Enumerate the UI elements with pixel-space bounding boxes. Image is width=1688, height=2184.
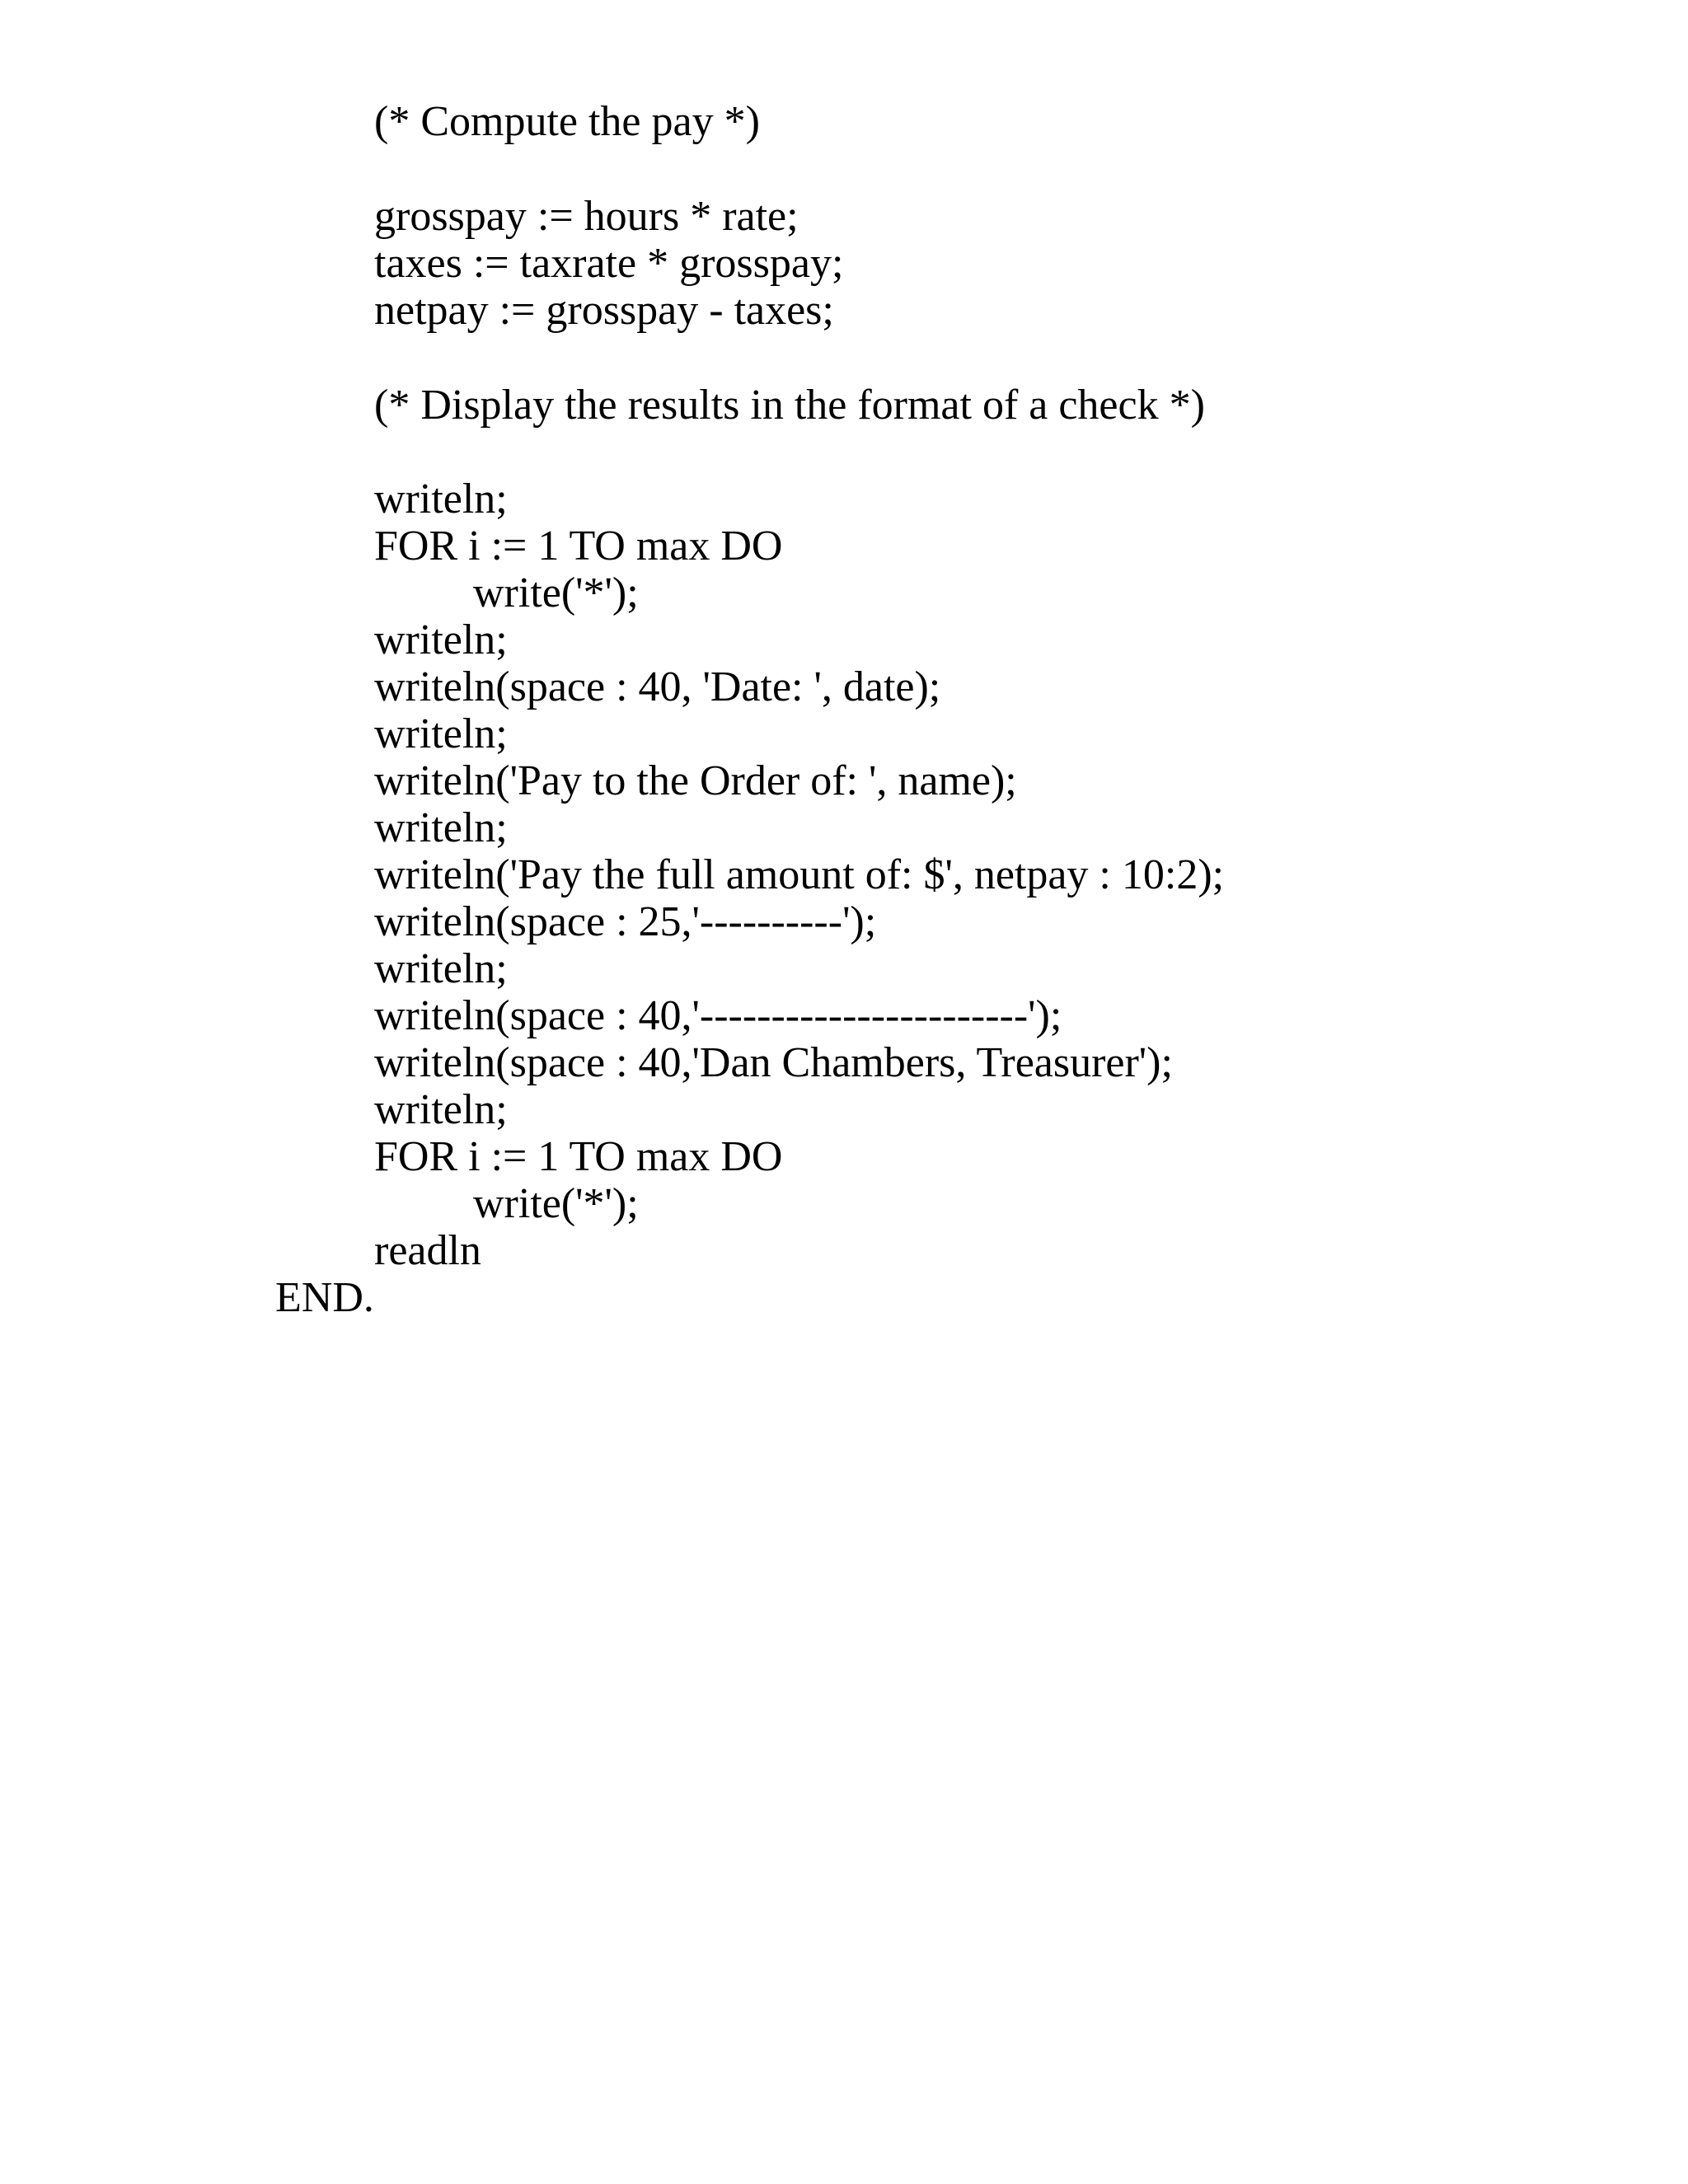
code-line-netpay: netpay := grosspay - taxes; [374,287,834,334]
code-line-write-star: write('*'); [473,1180,639,1227]
code-line-writeln: writeln; [374,804,508,851]
code-line-writeln-date: writeln(space : 40, 'Date: ', date); [374,663,941,710]
code-line-for-loop: FOR i := 1 TO max DO [374,1133,783,1180]
code-line-writeln-amount: writeln('Pay the full amount of: $', netpay : 10:2); [374,851,1225,898]
code-line-writeln: writeln; [374,945,508,992]
code-comment-display-results: (* Display the results in the format of a check *) [374,382,1205,429]
code-line-writeln: writeln; [374,1086,508,1133]
code-line-readln: readln [374,1227,481,1274]
code-line-writeln-underline-long: writeln(space : 40,'-----------------------'); [374,992,1062,1039]
code-line-writeln: writeln; [374,710,508,757]
code-line-taxes: taxes := taxrate * grosspay; [374,240,844,287]
code-line-end: END. [275,1274,374,1321]
code-line-for-loop: FOR i := 1 TO max DO [374,523,783,569]
code-line-grosspay: grosspay := hours * rate; [374,193,799,240]
code-line-writeln-underline-short: writeln(space : 25,'----------'); [374,898,877,945]
code-line-writeln: writeln; [374,616,508,663]
code-line-write-star: write('*'); [473,569,639,616]
code-line-writeln: writeln; [374,476,508,523]
code-comment-compute-pay: (* Compute the pay *) [374,98,760,145]
code-line-writeln-treasurer: writeln(space : 40,'Dan Chambers, Treasurer'); [374,1039,1173,1086]
code-line-writeln-pay-order: writeln('Pay to the Order of: ', name); [374,757,1017,804]
